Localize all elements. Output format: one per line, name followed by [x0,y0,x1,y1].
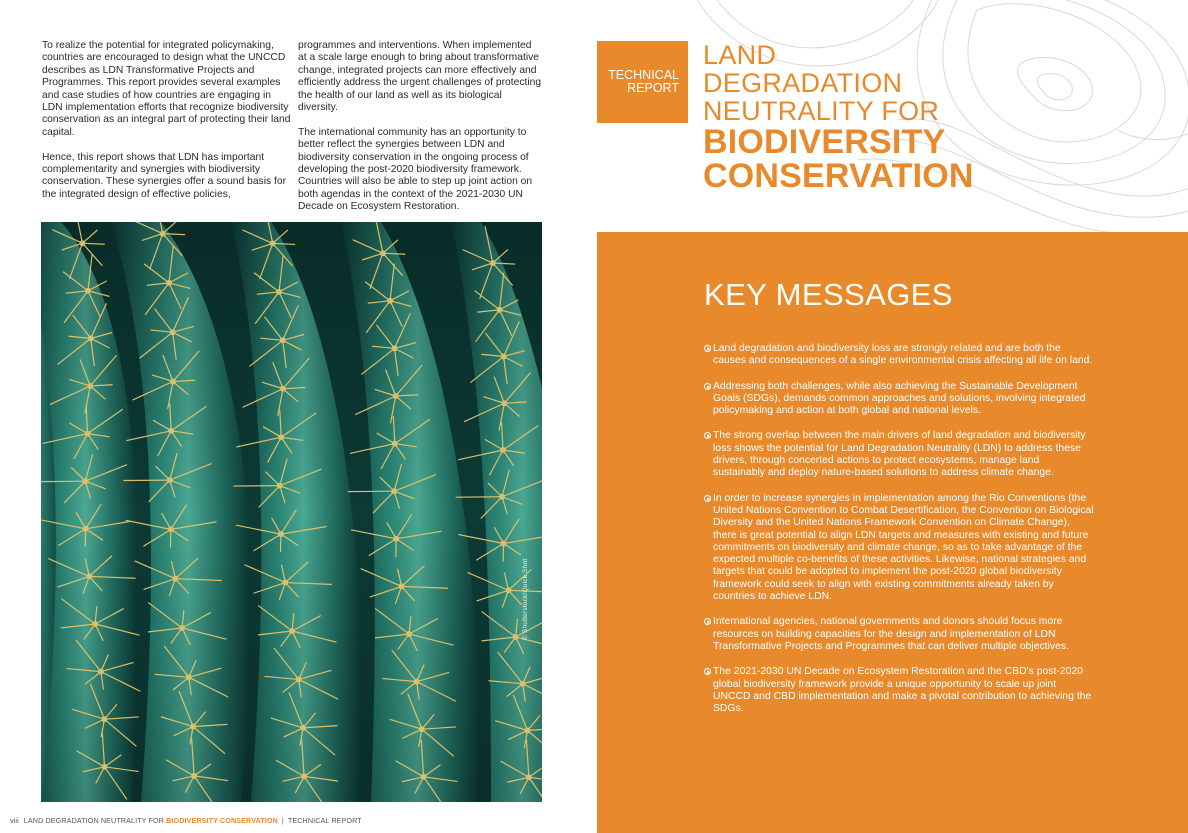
page-number: viii [10,816,19,825]
key-message-text: The strong overlap between the main drivers of land degradation and biodiversity loss shows the potential for Land Degradation Neutrality (LDN) to address these drivers, through concerted actions to protect ecosystems, manage land sustainably and deploy nature-based solutions to address climate change. [713,430,1086,479]
page-footer [10,816,362,825]
key-messages-heading: KEY MESSAGES [704,277,953,312]
intro-paragraph: To realize the potential for integrated policymaking, countries are encouraged to design what the UNCCD describes as LDN Transformative Projects and Programmes. This report provides several examples and case studies of how countries are engaging in LDN implementation efforts that recognize biodiversity conservation as an integral part of protecting their land capital. [42,40,291,138]
intro-paragraph: The international community has an opportunity to better reflect the synergies between LDN and biodiversity conservation in the ongoing process of developing the post-2020 biodiversity framework. Countries will also be able to step up joint action on both agendas in the context of the 2021-2030 UN Decade on Ecosystem Restoration. [298,126,533,213]
title-bold-line: BIODIVERSITY [703,123,946,161]
footer-report-type: TECHNICAL REPORT [287,816,362,825]
list-item [704,343,1094,368]
list-item [704,430,1094,479]
arrow-circle-icon [704,668,711,675]
arrow-circle-icon [704,618,711,625]
key-message-text: International agencies, national governments and donors should focus more resources on building capacities for the design and implementation of LDN Transformative Projects and Programmes that can deliver multiple objectives. [713,616,1069,652]
key-message-text: Addressing both challenges, while also achieving the Sustainable Development Goals (SDGs), demands common approaches and solutions, involving integrated policymaking and action at both global and national levels. [713,380,1086,417]
key-message-text: The 2021-2030 UN Decade on Ecosystem Restoration and the CBD's post-2020 global biodiversity framework provide a unique opportunity to scale up joint UNCCD and CBD implementation and make a pivotal contribution to achieving the SDGs. [713,666,1092,715]
title-line: LAND [703,40,777,70]
list-item [704,616,1094,653]
list-item [704,493,1094,604]
footer-separator: | [281,816,284,825]
key-messages-panel [597,232,1188,833]
key-messages-list [704,343,1094,728]
footer-title-highlight: BIODIVERSITY CONSERVATION [166,816,278,825]
report-title [703,41,974,193]
title-bold-line: CONSERVATION [703,157,974,195]
badge-line: TECHNICAL [608,68,679,82]
list-item [704,666,1094,715]
cactus-photo [41,222,542,802]
intro-paragraph: Hence, this report shows that LDN has important complementarity and synergies with biodiversity conservation. These synergies offer a sound basis for the integrated design of effective policies, [42,151,287,200]
intro-column-left [42,40,294,214]
footer-title: LAND DEGRADATION NEUTRALITY FOR [23,816,167,825]
title-line: DEGRADATION [703,68,903,98]
arrow-circle-icon [704,345,711,352]
key-message-text: Land degradation and biodiversity loss are strongly related and are both the causes and consequences of a single environmental crisis affecting all life on land. [713,343,1093,367]
photo-credit: © Shutterstock/Quick Shot [522,558,529,640]
intro-paragraph: programmes and interventions. When implemented at a scale large enough to bring about transformative change, integrated projects can more effectively and efficiently address the urgent challenges of protecting the health of our land as well as its biological diversity. [298,40,542,114]
arrow-circle-icon [704,432,711,439]
arrow-circle-icon [704,383,711,390]
technical-report-badge [597,41,688,123]
intro-column-right [298,40,542,226]
title-line: NEUTRALITY FOR [703,96,940,126]
list-item [704,381,1094,418]
badge-line: REPORT [627,81,679,95]
key-message-text: In order to increase synergies in implementation among the Rio Conventions (the United Nations Convention to Combat Desertification, the Convention on Biological Diversity and the United Nations Framework Convention on Climate Change), there is great potential to align LDN targets and measures with existing and future commitments on biodiversity and climate change, so as to take advantage of the expected multiple co-benefits of these activities. Likewise, national strategies and targets that could be adopted to implement the post-2020 global biodiversity framework could seek to align with existing commitments already taken by countries to achieve LDN. [713,492,1094,603]
arrow-circle-icon [704,495,711,502]
